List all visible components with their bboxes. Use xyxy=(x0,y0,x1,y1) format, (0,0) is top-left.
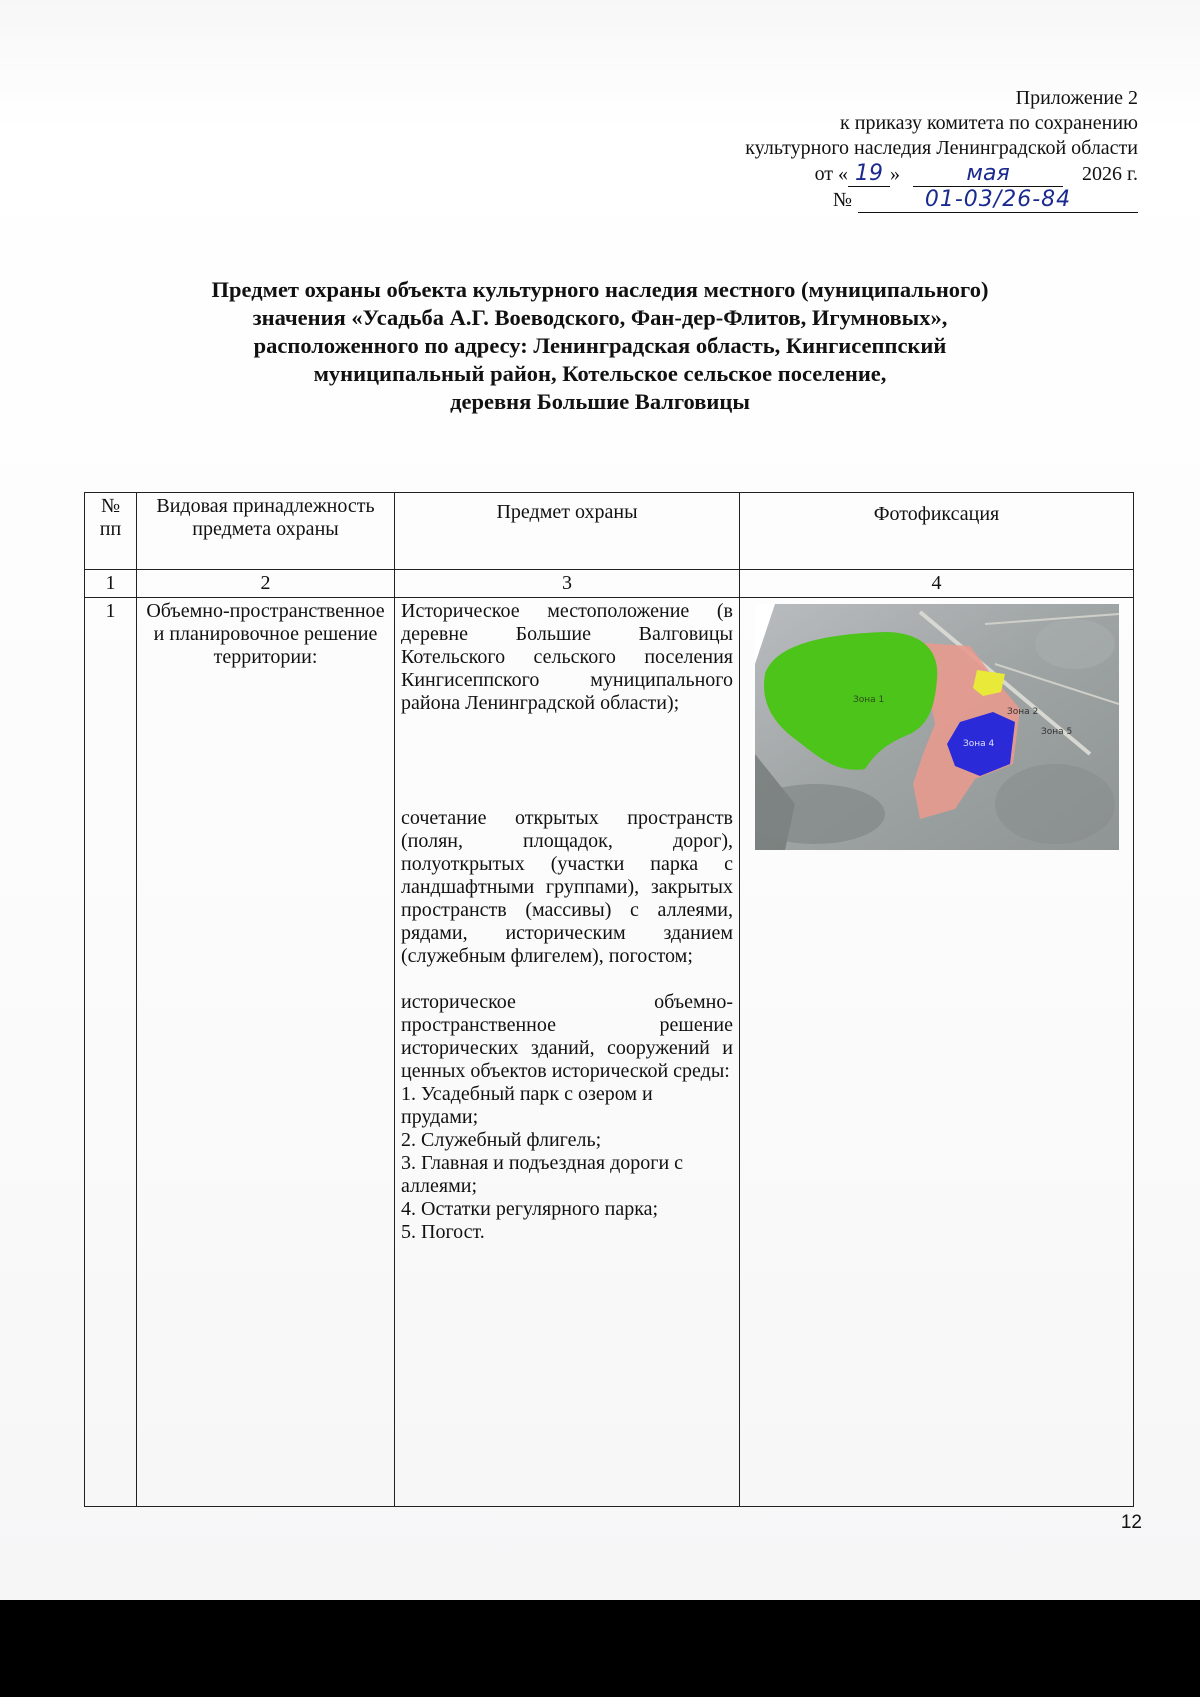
list-item: 1. Усадебный парк с озером и прудами; xyxy=(401,1083,653,1128)
annex-date-line xyxy=(578,161,1138,187)
annex-line-3: культурного наследия Ленинградской области xyxy=(745,137,1138,159)
row-photo xyxy=(740,598,1134,1507)
col-number-1: 1 xyxy=(85,570,137,598)
title-line-1: Предмет охраны объекта культурного наследия местного (муниципального) xyxy=(211,277,989,302)
number-prefix: № xyxy=(832,189,852,211)
map-label-zone1: Зона 1 xyxy=(852,695,884,705)
list-item: 3. Главная и подъездная дороги с аллеями; xyxy=(401,1152,684,1197)
annex-line-2: к приказу комитета по сохранению xyxy=(840,112,1138,134)
col-number-4: 4 xyxy=(740,570,1134,598)
annex-header xyxy=(578,86,1138,213)
list-item: 2. Служебный флигель; xyxy=(401,1129,602,1151)
header-type: Видовая принадлежность предмета охраны xyxy=(137,493,395,570)
date-year: 2026 г. xyxy=(1082,163,1138,185)
map-label-zone2: Зона 2 xyxy=(1006,707,1038,717)
protection-subject-table xyxy=(84,492,1134,1507)
annex-number-line xyxy=(578,187,1138,213)
subject-paragraph-1: Историческое местоположение (в деревне Большие Валговицы Котельского сельского поселения Кингисеппского муниципального района Ленинградской области); xyxy=(401,600,733,714)
document-title xyxy=(120,276,1080,416)
title-line-4: муниципальный район, Котельское сельское поселение, xyxy=(313,361,887,386)
subject-paragraph-2: сочетание открытых пространств (полян, площадок, дорог), полуоткрытых (участки парка с ландшафтными группами), закрытых пространств (массивы) с аллеями, рядами, историческим зданием (служебным флигелем), погостом; xyxy=(401,807,733,967)
row-subject xyxy=(395,598,740,1507)
date-month-handwritten: мая xyxy=(913,161,1063,187)
table-header-row xyxy=(85,493,1134,570)
territory-zone-map xyxy=(755,604,1119,850)
header-subject: Предмет охраны xyxy=(395,493,740,570)
col-number-3: 3 xyxy=(395,570,740,598)
document-number-handwritten: 01-03/26-84 xyxy=(858,187,1138,213)
title-line-5: деревня Большие Валговицы xyxy=(450,389,750,414)
list-item: 4. Остатки регулярного парка; xyxy=(401,1198,659,1220)
col-number-2: 2 xyxy=(137,570,395,598)
scan-border-strip xyxy=(0,1600,1200,1697)
title-line-2: значения «Усадьба А.Г. Воеводского, Фан-дер-Флитов, Игумновых», xyxy=(252,305,948,330)
header-photo: Фотофиксация xyxy=(740,493,1134,570)
map-label-zone4: Зона 4 xyxy=(962,739,994,749)
date-day-handwritten: 19 xyxy=(848,161,890,187)
row-number: 1 xyxy=(85,598,137,1507)
header-number: № пп xyxy=(85,493,137,570)
list-item: 5. Погост. xyxy=(401,1221,485,1243)
table-row xyxy=(85,598,1134,1507)
row-type: Объемно-пространственное и планировочное решение территории: xyxy=(137,598,395,1507)
annex-line-1: Приложение 2 xyxy=(1015,87,1138,109)
map-label-zone5: Зона 5 xyxy=(1040,727,1072,737)
column-number-row xyxy=(85,570,1134,598)
subject-paragraph-3: историческое объемно-пространственное решение исторических зданий, сооружений и ценных объектов исторической среды: xyxy=(401,991,733,1082)
title-line-3: расположенного по адресу: Ленинградская область, Кингисеппский xyxy=(253,333,947,358)
page-number: 12 xyxy=(1120,1512,1142,1533)
date-mid: » xyxy=(890,163,901,185)
date-prefix: от « xyxy=(814,163,849,185)
